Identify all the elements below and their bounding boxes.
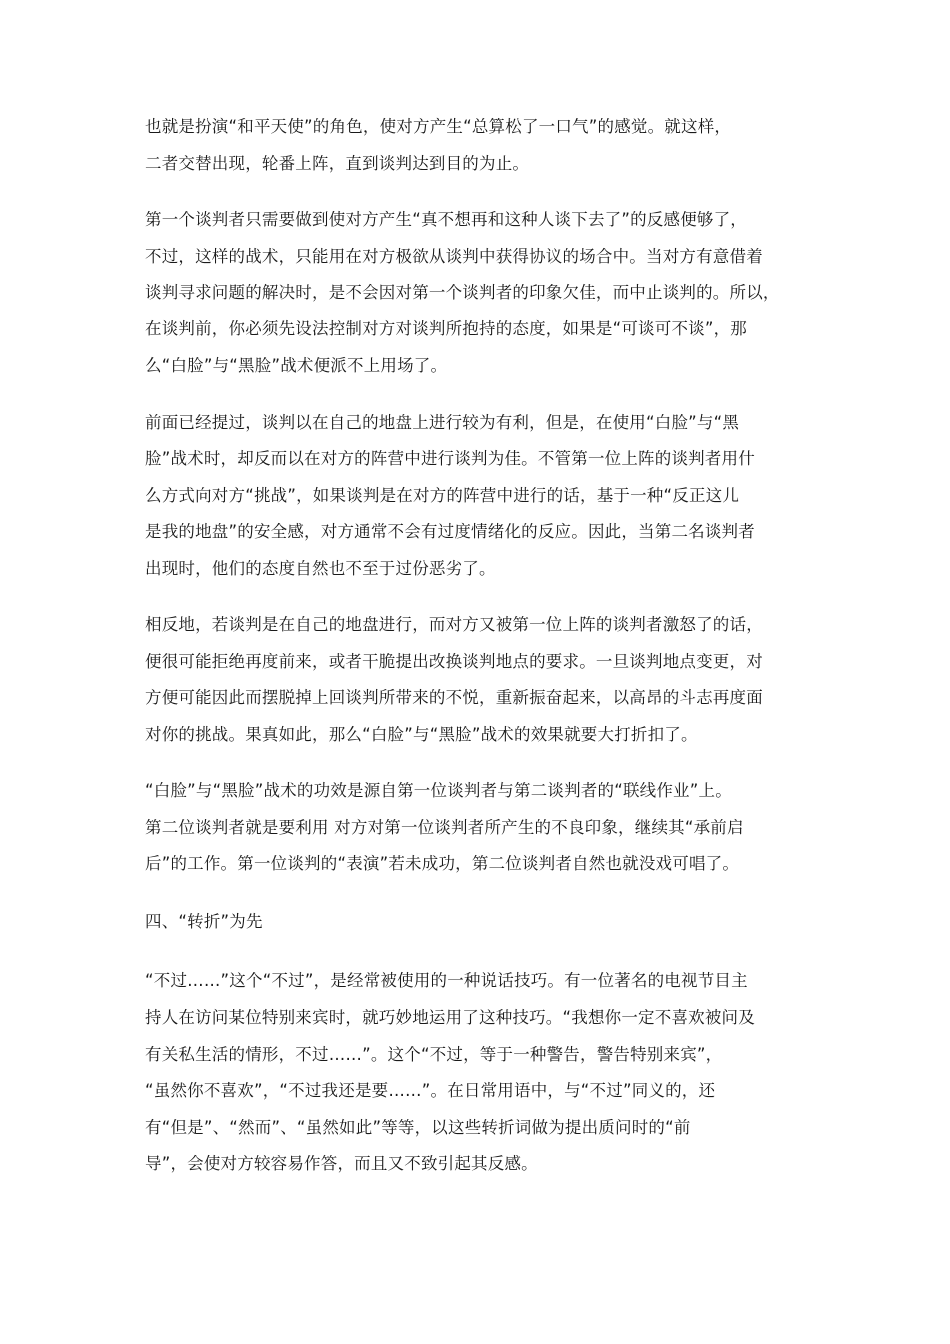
paragraph-5-line-1: “白脸”与“黑脸”战术的功效是源自第一位谈判者与第二谈判者的“联线作业”上。 [145, 781, 732, 800]
paragraph-4-line-4: 对你的挑战。果真如此，那么“白脸”与“黑脸”战术的效果就要大打折扣了。 [145, 725, 698, 744]
paragraph-6-line-1: “不过……”这个“不过”，是经常被使用的一种说话技巧。有一位著名的电视节目主 [145, 971, 748, 990]
paragraph-6-line-6: 导”，会使对方较容易作答，而且又不致引起其反感。 [145, 1154, 538, 1173]
paragraph-2-line-2: 不过，这样的战术，只能用在对方极欲从谈判中获得协议的场合中。当对方有意借着 [145, 247, 763, 266]
paragraph-3-line-1: 前面已经提过，谈判以在自己的地盘上进行较为有利，但是，在使用“白脸”与“黑 [145, 413, 740, 432]
paragraph-6-line-4: “虽然你不喜欢”，“不过我还是要……”。在日常用语中，与“不过”同义的，还 [145, 1081, 716, 1100]
paragraph-6-line-3: 有关私生活的情形，不过……”。这个“不过，等于一种警告，警告特别来宾”， [145, 1045, 723, 1064]
paragraph-4-line-2: 便很可能拒绝再度前来，或者干脆提出改换谈判地点的要求。一旦谈判地点变更，对 [145, 652, 763, 671]
paragraph-6-line-2: 持人在访问某位特别来宾时，就巧妙地运用了这种技巧。“我想你一定不喜欢被问及 [145, 1008, 755, 1027]
paragraph-4-line-1: 相反地，若谈判是在自己的地盘进行，而对方又被第一位上阵的谈判者激怒了的话， [145, 615, 763, 634]
paragraph-1-line-2: 二者交替出现，轮番上阵，直到谈判达到目的为止。 [145, 154, 530, 173]
paragraph-5-line-3: 后”的工作。第一位谈判的“表演”若未成功，第二位谈判者自然也就没戏可唱了。 [145, 854, 740, 873]
paragraph-3-line-5: 出现时，他们的态度自然也不至于过份恶劣了。 [145, 559, 496, 578]
paragraph-4-line-3: 方便可能因此而摆脱掉上回谈判所带来的不悦，重新振奋起来，以高昂的斗志再度面 [145, 688, 763, 707]
paragraph-3-line-2: 脸”战术时，却反而以在对方的阵营中进行谈判为佳。不管第一位上阵的谈判者用什 [145, 449, 755, 468]
paragraph-3-line-3: 么方式向对方“挑战”，如果谈判是在对方的阵营中进行的话，基于一种“反正这儿 [145, 486, 740, 505]
paragraph-2-line-3: 谈判寻求问题的解决时，是不会因对第一个谈判者的印象欠佳，而中止谈判的。所以， [145, 283, 780, 302]
section-heading: 四、“转折”为先 [145, 912, 263, 931]
paragraph-6-line-5: 有“但是”、“然而”、“虽然如此”等等，以这些转折词做为提出质问时的“前 [145, 1118, 691, 1137]
paragraph-5-line-2: 第二位谈判者就是要利用 对方对第一位谈判者所产生的不良印象，继续其“承前启 [145, 818, 744, 837]
paragraph-2-line-5: 么“白脸”与“黑脸”战术便派不上用场了。 [145, 356, 448, 375]
paragraph-2-line-1: 第一个谈判者只需要做到使对方产生“真不想再和这种人谈下去了”的反感便够了， [145, 210, 747, 229]
paragraph-1-line-1: 也就是扮演“和平天使”的角色，使对方产生“总算松了一口气”的感觉。就这样， [145, 117, 732, 136]
paragraph-3-line-4: 是我的地盘”的安全感，对方通常不会有过度情绪化的反应。因此，当第二名谈判者 [145, 522, 755, 541]
paragraph-2-line-4: 在谈判前，你必须先设法控制对方对谈判所抱持的态度，如果是“可谈可不谈”，那 [145, 319, 747, 338]
